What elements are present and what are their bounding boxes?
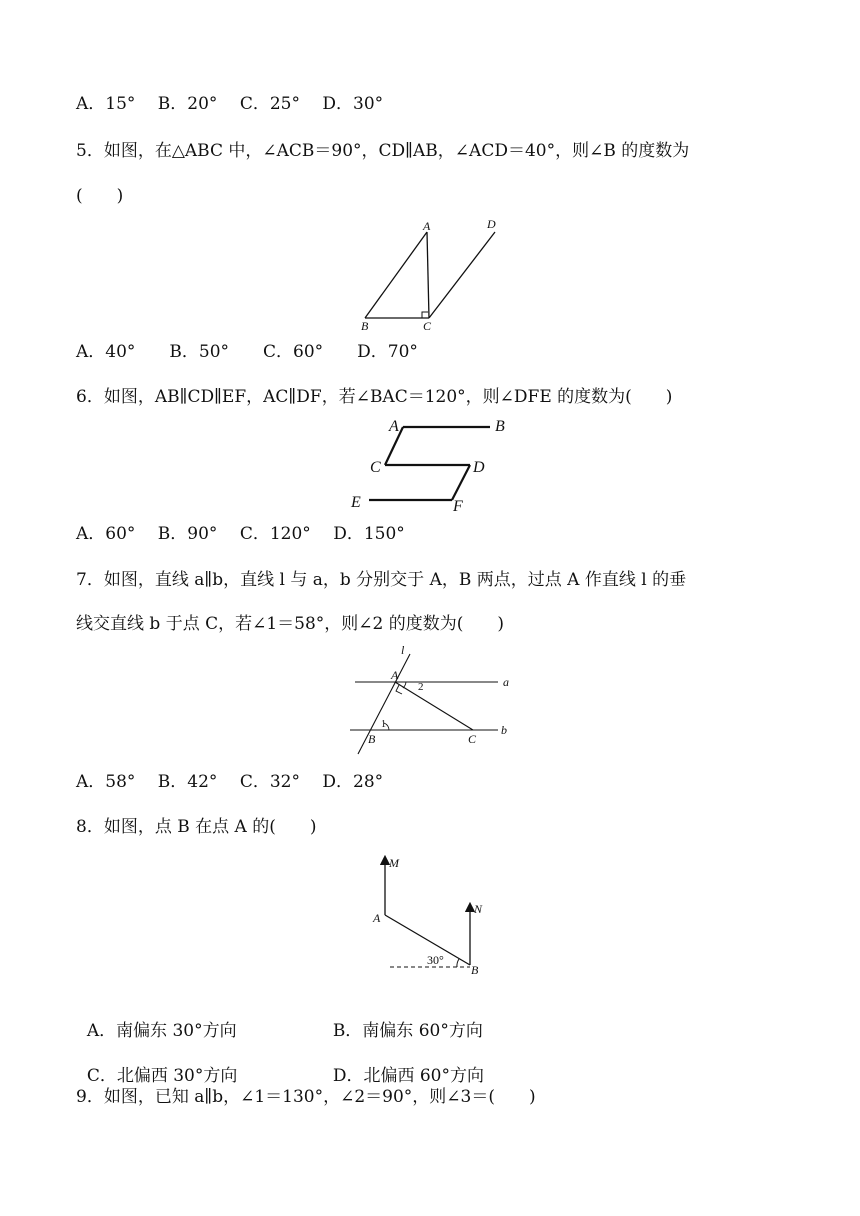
q6-label-d: D [473, 459, 485, 476]
q6-label-a: A [389, 418, 399, 435]
q7-options: A．58° B．42° C．32° D．28° [76, 772, 384, 792]
q8-label-a: A [373, 911, 381, 925]
q6-figure [345, 415, 520, 517]
q7-figure [340, 642, 530, 760]
q8-label-b: B [471, 963, 479, 977]
q5-answer-blank: ( ) [76, 186, 124, 206]
q9-stem: 9．如图，已知 a∥b，∠1＝130°，∠2＝90°，则∠3＝( ) [76, 1087, 536, 1107]
q8-label-m: M [389, 856, 399, 870]
q8-options-row-2 [76, 1040, 484, 1088]
q7-label-b-point: B [368, 732, 376, 746]
q8-option-a: A．南偏东 30°方向 [86, 1021, 237, 1041]
q7-label-c: C [468, 732, 477, 746]
q6-stem: 6．如图，AB∥CD∥EF，AC∥DF，若∠BAC＝120°，则∠DFE 的度数为( ) [76, 387, 673, 407]
q7-label-a-point: A [391, 668, 399, 682]
q7-stem-line-2: 线交直线 b 于点 C，若∠1＝58°，则∠2 的度数为( ) [76, 614, 505, 634]
q6-options: A．60° B．90° C．120° D．150° [76, 524, 405, 544]
q5-options: A．40° B．50° C．60° D．70° [76, 342, 418, 362]
q5-right-angle-mark [422, 312, 428, 318]
q8-label-n: N [474, 902, 483, 916]
q6-label-c: C [370, 459, 381, 476]
q6-label-f: F [453, 498, 463, 515]
q8-option-c: C．北偏西 30°方向 [86, 1066, 238, 1086]
q5-label-d: D [487, 217, 496, 231]
q5-label-a: A [423, 219, 431, 233]
q7-label-l: l [401, 643, 405, 657]
q7-label-1: 1 [381, 719, 386, 730]
q7-label-b-line: b [501, 723, 507, 737]
q6-label-b: B [495, 418, 505, 435]
q7-line-l [358, 654, 410, 754]
q7-stem-line-1: 7．如图，直线 a∥b，直线 l 与 a，b 分别交于 A，B 两点，过点 A 作直线 l 的垂 [76, 570, 687, 590]
q5-segment-ab [365, 232, 427, 318]
q5-segment-ac [427, 232, 429, 318]
q8-option-d: D．北偏西 60°方向 [332, 1066, 484, 1086]
q5-segment-cd [429, 232, 495, 318]
q8-options-row-1 [76, 995, 483, 1043]
q8-option-b: B．南偏东 60°方向 [332, 1021, 483, 1041]
q5-figure [355, 212, 505, 334]
q5-label-b: B [361, 319, 369, 333]
q6-label-e: E [351, 494, 361, 511]
q8-label-angle: 30° [427, 953, 444, 967]
q5-stem: 5．如图，在△ABC 中，∠ACB＝90°，CD∥AB，∠ACD＝40°，则∠B 的度数为 [76, 141, 690, 161]
q4-options: A．15° B．20° C．25° D．30° [76, 94, 384, 114]
q6-segment-df [452, 465, 470, 500]
q7-angle-2-arc [403, 682, 406, 688]
q8-stem: 8．如图，点 B 在点 A 的( ) [76, 817, 317, 837]
q7-label-a-line: a [503, 675, 509, 689]
q7-label-2: 2 [418, 681, 424, 693]
q8-angle-arc [457, 959, 459, 967]
q8-figure [365, 850, 495, 980]
q5-label-c: C [423, 319, 432, 333]
q7-segment-ac [395, 682, 473, 730]
